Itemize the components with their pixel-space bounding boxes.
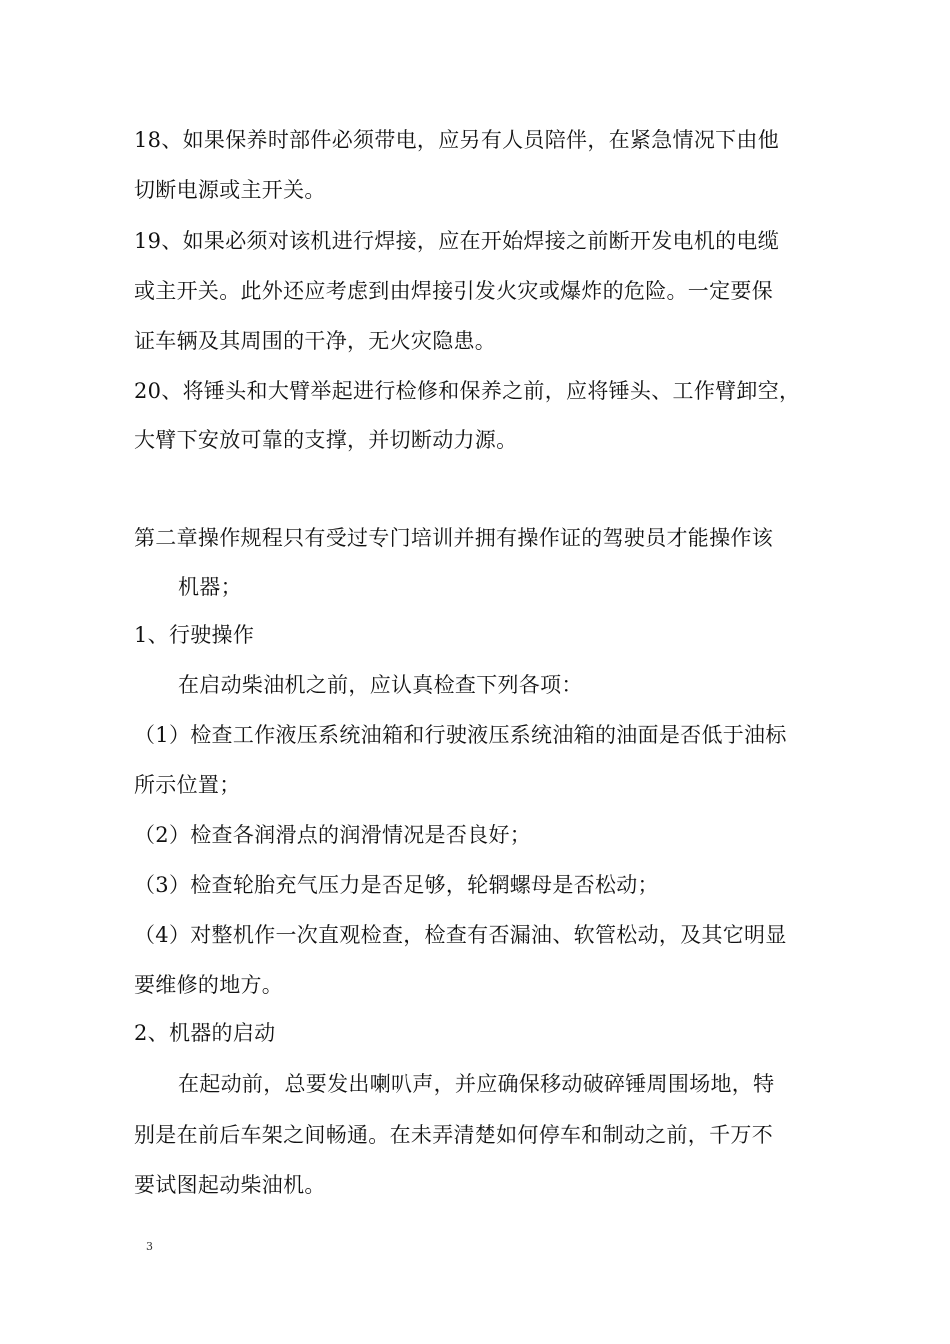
list-item: （2）检查各润滑点的润滑情况是否良好； — [134, 823, 532, 847]
section-heading: 1、行驶操作 — [134, 623, 255, 647]
text-line: 20、将锤头和大臂举起进行检修和保养之前，应将锤头、工作臂卸空， — [134, 379, 801, 403]
list-item: （4）对整机作一次直观检查，检查有否漏油、软管松动，及其它明显 — [134, 923, 787, 947]
list-item: （3）检查轮胎充气压力是否足够，轮辋螺母是否松动； — [134, 873, 659, 897]
text-line: 证车辆及其周围的干净，无火灾隐患。 — [134, 329, 497, 353]
text-line: 要试图起动柴油机。 — [134, 1173, 326, 1197]
text-line: 所示位置； — [134, 773, 241, 797]
text-line: 别是在前后车架之间畅通。在未弄清楚如何停车和制动之前，千万不 — [134, 1123, 773, 1147]
chapter-heading: 第二章操作规程只有受过专门培训并拥有操作证的驾驶员才能操作该 — [134, 526, 773, 550]
text-line: 在启动柴油机之前，应认真检查下列各项： — [178, 673, 583, 697]
text-line: 19、如果必须对该机进行焊接，应在开始焊接之前断开发电机的电缆 — [134, 229, 780, 253]
section-heading: 2、机器的启动 — [134, 1021, 276, 1045]
page-number: 3 — [146, 1240, 153, 1253]
list-item: （1）检查工作液压系统油箱和行驶液压系统油箱的油面是否低于油标 — [134, 723, 787, 747]
text-line: 大臂下安放可靠的支撑，并切断动力源。 — [134, 428, 518, 452]
text-line: 要维修的地方。 — [134, 973, 284, 997]
text-line: 切断电源或主开关。 — [134, 178, 326, 202]
text-line: 机器； — [178, 575, 242, 599]
text-line: 18、如果保养时部件必须带电，应另有人员陪伴，在紧急情况下由他 — [134, 128, 780, 152]
text-line: 或主开关。此外还应考虑到由焊接引发火灾或爆炸的危险。一定要保 — [134, 279, 773, 303]
text-line: 在起动前，总要发出喇叭声，并应确保移动破碎锤周围场地，特 — [178, 1072, 775, 1096]
